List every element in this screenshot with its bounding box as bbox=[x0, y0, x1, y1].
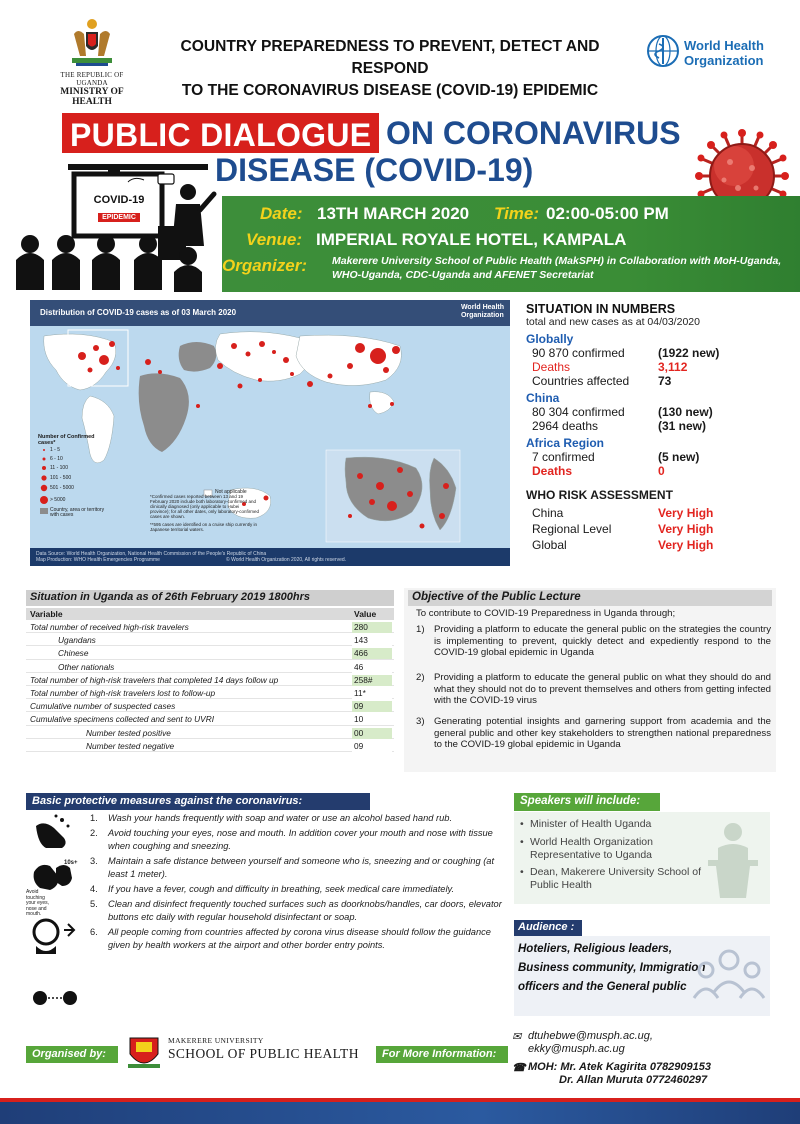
map-body bbox=[30, 326, 510, 548]
covid-distribution-map bbox=[30, 300, 510, 566]
header-title bbox=[152, 36, 628, 102]
header-title-line2: TO THE CORONAVIRUS DISEASE (COVID-19) EPIDEMIC bbox=[181, 82, 599, 99]
protective-text: Wash your hands frequently with soap and water or use an alcohol based hand rub. bbox=[108, 813, 453, 823]
table-row bbox=[26, 675, 394, 686]
map-footer-source: Data Source: World Health Organization, National Health Commission of the People's Republic of China bbox=[36, 551, 267, 557]
protective-measures-title: Basic protective measures against the coronavirus: bbox=[26, 793, 370, 810]
map-legend-item: 11 - 100 bbox=[50, 465, 68, 471]
who-line2: Organization bbox=[684, 53, 764, 68]
map-legend-item: > 5000 bbox=[50, 497, 66, 503]
table-cell-value: 258# bbox=[352, 675, 392, 686]
risk-row bbox=[526, 506, 786, 522]
globally-deaths-row bbox=[526, 360, 786, 374]
africa-confirmed-new: (5 new) bbox=[658, 450, 700, 464]
protective-number: 5. bbox=[90, 899, 98, 909]
objective-number: 1) bbox=[416, 624, 425, 635]
footer-bar bbox=[0, 1102, 800, 1124]
africa-deaths-label: Deaths bbox=[532, 464, 573, 478]
title-public-dialogue: PUBLIC DIALOGUE bbox=[62, 113, 379, 153]
globally-countries-row bbox=[526, 374, 786, 388]
globally-countries-label: Countries affected bbox=[532, 374, 630, 388]
africa-label: Africa Region bbox=[526, 436, 605, 450]
globally-deaths-label: Deaths bbox=[532, 360, 571, 374]
map-not-applicable: Not applicable bbox=[215, 489, 247, 495]
col-value: Value bbox=[354, 609, 377, 619]
map-footer bbox=[30, 548, 510, 566]
table-cell-value: 143 bbox=[352, 635, 392, 646]
email2[interactable]: ekky@musph.ac.ug bbox=[528, 1043, 625, 1055]
header-title-line1: COUNTRY PREPAREDNESS TO PREVENT, DETECT AND RESPOND bbox=[180, 38, 600, 77]
map-who-label bbox=[461, 304, 504, 320]
protective-number: 6. bbox=[90, 927, 98, 937]
audience-title: Audience : bbox=[514, 920, 582, 936]
table-cell-variable: Cumulative number of suspected cases bbox=[30, 701, 176, 712]
protective-text: All people coming from countries affected by corona virus disease should follow the guidance given by health workers at the airport and other border entry points. bbox=[108, 927, 491, 950]
table-row bbox=[26, 635, 394, 646]
who-line1: World Health bbox=[684, 38, 764, 53]
risk-level: Very High bbox=[658, 506, 714, 520]
audience-silhouette-icon bbox=[8, 160, 223, 295]
situation-in-numbers bbox=[526, 302, 786, 566]
africa-confirmed: 7 confirmed bbox=[532, 450, 595, 464]
venue-label: Venue: bbox=[246, 230, 303, 249]
audience-text: Hoteliers, Religious leaders, Business community, Immigration officers and the General public bbox=[518, 943, 706, 993]
china-confirmed: 80 304 confirmed bbox=[532, 405, 625, 419]
uganda-situation-table bbox=[26, 590, 396, 770]
contact-info bbox=[512, 1030, 792, 1087]
who-text bbox=[684, 38, 764, 68]
protective-text: Avoid touching your eyes, nose and mouth. In addition cover your mouth and nose with tissue when coughing and sneezing. bbox=[108, 828, 493, 851]
table-cell-variable: Total number of high-risk travelers lost to follow-up bbox=[30, 688, 216, 698]
speakers-title: Speakers will include: bbox=[514, 793, 660, 811]
table-row bbox=[26, 741, 394, 752]
speaker-text: Dean, Makerere University School of Public Health bbox=[530, 866, 701, 891]
moh-contact: MOH: Mr. Atek Kagirita 0782909153 bbox=[528, 1061, 712, 1073]
china-deaths: 2964 deaths bbox=[532, 419, 599, 433]
map-legend-title: Number of Confirmed cases* bbox=[38, 434, 95, 446]
table-row bbox=[26, 728, 394, 739]
africa-deaths-row bbox=[526, 464, 786, 478]
phone-icon: ☎ bbox=[512, 1062, 526, 1074]
protective-text: Maintain a safe distance between yourself and someone who is, sneezing and or coughing (at least 1 meter). bbox=[108, 856, 495, 879]
avoid-touching-caption: Avoid touching your eyes, nose and mouth. bbox=[26, 889, 50, 917]
venue-value: IMPERIAL ROYALE HOTEL, KAMPALA bbox=[316, 230, 627, 249]
moh-contact2: Dr. Allan Muruta 0772460297 bbox=[559, 1074, 708, 1086]
globally-label: Globally bbox=[526, 332, 574, 346]
risk-region: Regional Level bbox=[532, 522, 612, 536]
date-label: Date: bbox=[260, 204, 303, 223]
map-legend-extra: Country, area or territory with cases bbox=[50, 507, 105, 518]
china-confirmed-row bbox=[526, 405, 786, 419]
who-emblem-icon bbox=[646, 34, 680, 68]
protective-item bbox=[90, 926, 504, 952]
moh-line1: THE REPUBLIC OF UGANDA bbox=[60, 71, 124, 87]
map-legend-item: 1 - 5 bbox=[50, 447, 61, 453]
objective-number: 3) bbox=[416, 716, 425, 727]
map-legend-item: 6 - 10 bbox=[50, 456, 63, 462]
globally-countries: 73 bbox=[658, 374, 672, 388]
protective-item bbox=[90, 855, 504, 881]
makerere-crest-icon bbox=[126, 1034, 162, 1072]
date-value: 13TH MARCH 2020 bbox=[317, 204, 470, 223]
table-row bbox=[26, 688, 394, 699]
time-value: 02:00-05:00 PM bbox=[546, 204, 669, 223]
risk-level: Very High bbox=[658, 522, 714, 536]
risk-row bbox=[526, 538, 786, 554]
organizer-value: Makerere University School of Public Health (MakSPH) in Collaboration with MoH-Uganda, WHO-Uganda, CDC-Uganda and AFENET Secretariat bbox=[332, 255, 782, 281]
protective-item bbox=[90, 883, 504, 896]
protective-number: 4. bbox=[90, 884, 98, 894]
risk-row bbox=[526, 522, 786, 538]
speaker-podium-icon bbox=[700, 818, 766, 900]
risk-assessment-title: WHO RISK ASSESSMENT bbox=[526, 488, 673, 502]
who-logo bbox=[646, 34, 782, 74]
protective-icons bbox=[26, 812, 90, 1012]
map-who-line1: World Health bbox=[460, 304, 504, 311]
table-row bbox=[26, 662, 394, 673]
table-row bbox=[26, 622, 394, 633]
africa-confirmed-row bbox=[526, 450, 786, 464]
table-cell-variable: Total number of high-risk travelers that completed 14 days follow up bbox=[30, 674, 279, 685]
organizer-label: Organizer: bbox=[222, 256, 308, 275]
uganda-coat-of-arms-icon bbox=[64, 14, 120, 70]
speaker-text: World Health Organization Representative to Uganda bbox=[530, 836, 653, 861]
protective-text: Clean and disinfect frequently touched surfaces such as doorknobs/handles, car doors, elevator buttons etc daily with regular household disinfectant or soap. bbox=[108, 899, 502, 922]
map-legend-item: 501 - 5000 bbox=[50, 485, 74, 491]
lecture-illustration bbox=[8, 160, 223, 295]
bullet-icon: • bbox=[520, 818, 524, 830]
africa-deaths: 0 bbox=[658, 464, 665, 478]
map-legend-item: 101 - 500 bbox=[50, 475, 72, 481]
table-cell-value: 466 bbox=[352, 648, 392, 659]
protective-item bbox=[90, 898, 504, 924]
china-label: China bbox=[526, 391, 560, 405]
table-cell-variable: Chinese bbox=[58, 648, 89, 659]
makerere-logo bbox=[122, 1030, 362, 1076]
table-cell-value: 10 bbox=[352, 714, 392, 725]
table-row bbox=[26, 714, 394, 725]
phone-row bbox=[512, 1061, 792, 1087]
risk-region: China bbox=[532, 506, 564, 520]
table-cell-variable: Other nationals bbox=[58, 661, 115, 672]
map-who-line2: Organization bbox=[460, 312, 504, 319]
globally-confirmed-new: (1922 new) bbox=[658, 346, 720, 360]
audience-box bbox=[514, 936, 770, 1016]
protective-text: If you have a fever, cough and difficulty in breathing, seek medical care immediately. bbox=[108, 884, 455, 894]
uganda-table-header bbox=[26, 608, 394, 620]
ten-seconds-label: 10s+ bbox=[64, 860, 78, 866]
china-deaths-new: (31 new) bbox=[658, 419, 707, 433]
title-disease-covid: DISEASE (COVID-19) bbox=[215, 152, 534, 188]
table-cell-variable: Number tested negative bbox=[86, 740, 175, 751]
screen-content bbox=[84, 194, 154, 224]
speakers-box bbox=[514, 812, 770, 904]
table-cell-variable: Ugandans bbox=[58, 635, 96, 646]
table-cell-value: 00 bbox=[352, 728, 392, 739]
moh-logo bbox=[44, 14, 140, 107]
objective-text: Generating potential insights and garnering support from academia and the general public and other key stakeholders to strengthen national preparedness to the COVID-19 global epidemic in Uganda bbox=[434, 716, 771, 750]
china-deaths-row bbox=[526, 419, 786, 433]
protective-number: 3. bbox=[90, 856, 98, 866]
protective-item bbox=[90, 812, 504, 825]
bullet-icon: • bbox=[520, 866, 524, 878]
title-on-coronavirus: ON CORONAVIRUS bbox=[386, 115, 681, 151]
bullet-icon: • bbox=[520, 836, 524, 848]
risk-region: Global bbox=[532, 538, 567, 552]
organised-by-label: Organised by: bbox=[26, 1046, 118, 1063]
screen-line1: COVID-19 bbox=[93, 194, 145, 206]
email1[interactable]: dtuhebwe@musph.ac.ug, bbox=[528, 1030, 653, 1042]
globally-deaths: 3,112 bbox=[658, 360, 688, 374]
objective-text: Providing a platform to educate the general public on the strategies the country is implementing to prevent, quickly detect and expediently respond to the COVID-19 global epidemic in Uganda bbox=[434, 624, 771, 658]
email-row bbox=[512, 1030, 792, 1056]
risk-level: Very High bbox=[658, 538, 714, 552]
table-cell-value: 280 bbox=[352, 622, 392, 633]
protective-item bbox=[90, 827, 504, 853]
event-details-band bbox=[222, 196, 800, 292]
objective-number: 2) bbox=[416, 672, 425, 683]
makerere-line2: SCHOOL OF PUBLIC HEALTH bbox=[168, 1046, 359, 1061]
time-label: Time: bbox=[494, 204, 540, 223]
objective-text: Providing a platform to educate the general public on what they should do and what they should not do to prevent themselves and others from getting infected with the COVID-19 virus bbox=[434, 672, 771, 706]
situation-title: SITUATION IN NUMBERS bbox=[526, 302, 676, 316]
speaker-text: Minister of Health Uganda bbox=[530, 818, 652, 830]
table-cell-value: 09 bbox=[352, 741, 392, 752]
map-note2: **595 cases are identified on a cruise ship currently in Japanese territorial waters. bbox=[150, 522, 258, 532]
col-variable: Variable bbox=[30, 609, 63, 619]
more-information-label: For More Information: bbox=[376, 1046, 508, 1063]
table-row bbox=[26, 648, 394, 659]
moh-line2: MINISTRY OF HEALTH bbox=[60, 87, 124, 107]
map-footer-copyright: © World Health Organization 2020, All rights reserved. bbox=[226, 557, 347, 563]
protective-number: 1. bbox=[90, 813, 98, 823]
table-row bbox=[26, 701, 394, 712]
objective-intro: To contribute to COVID-19 Preparedness in Uganda through; bbox=[416, 608, 676, 619]
table-cell-variable: Total number of received high-risk travelers bbox=[30, 622, 189, 632]
protective-number: 2. bbox=[90, 828, 98, 838]
table-cell-variable: Cumulative specimens collected and sent to UVRI bbox=[30, 714, 215, 725]
protective-measures-list bbox=[90, 812, 504, 954]
uganda-table-title: Situation in Uganda as of 26th February 2019 1800hrs bbox=[26, 590, 394, 606]
map-note1: *Confirmed cases reported between 13 and 19 February 2020 include both laboratory-confirmed and clinically diagnosed (only applicable to Hubei province); for all other dates, only laboratory-confirmed cases are shown. bbox=[150, 494, 260, 519]
makerere-line1: MAKERERE UNIVERSITY bbox=[168, 1036, 264, 1045]
china-confirmed-new: (130 new) bbox=[658, 405, 713, 419]
table-cell-value: 11* bbox=[352, 688, 392, 699]
globally-confirmed: 90 870 confirmed bbox=[532, 346, 625, 360]
table-cell-variable: Number tested positive bbox=[86, 727, 171, 738]
situation-subtitle: total and new cases as at 04/03/2020 bbox=[526, 316, 700, 328]
screen-line2: EPIDEMIC bbox=[98, 213, 140, 222]
globally-confirmed-row bbox=[526, 346, 786, 360]
map-title: Distribution of COVID-19 cases as of 03 March 2020 bbox=[30, 300, 510, 326]
audience-group-icon bbox=[690, 944, 768, 1010]
map-footer-production: Map Production: WHO Health Emergencies Programme bbox=[36, 557, 160, 563]
email-icon: ✉ bbox=[512, 1031, 522, 1043]
objective-title: Objective of the Public Lecture bbox=[408, 590, 772, 606]
table-cell-value: 46 bbox=[352, 662, 392, 673]
table-cell-value: 09 bbox=[352, 701, 392, 712]
objective-box bbox=[404, 588, 776, 772]
